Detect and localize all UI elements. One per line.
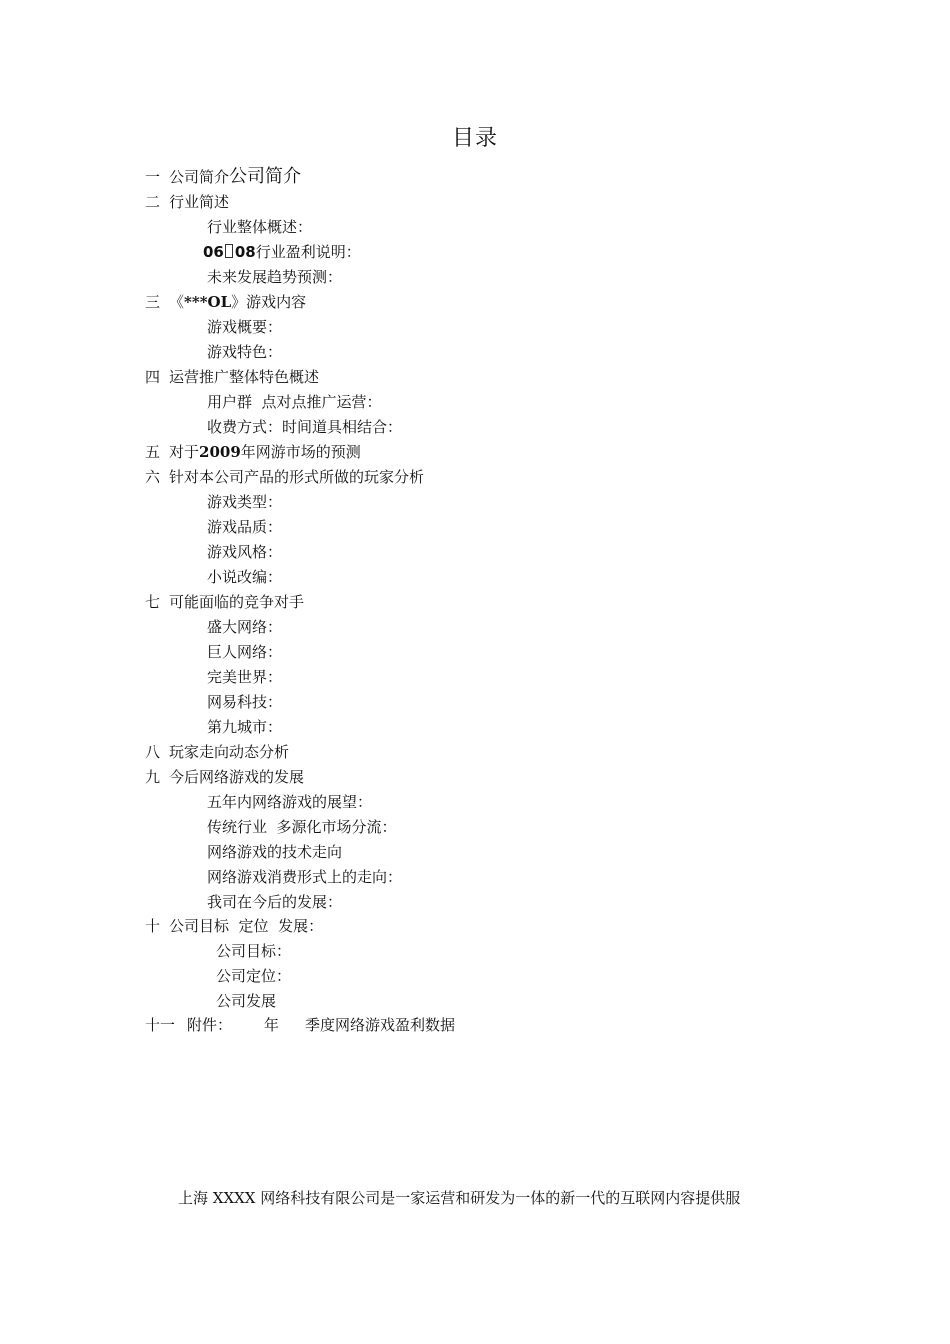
toc-item[interactable]: 游戏特色： (207, 343, 283, 361)
label-prefix: 对于 (169, 443, 200, 461)
section-label: 玩家走向动态分析 (169, 743, 290, 761)
toc-section-1[interactable] (145, 165, 301, 189)
label-suffix: 年网游市场的预测 (240, 443, 361, 461)
section-label-large: 公司简介 (229, 166, 302, 187)
section-label: 今后网络游戏的发展 (169, 768, 305, 786)
toc-section-7[interactable] (145, 590, 304, 614)
section-label: 附件： (187, 1016, 233, 1034)
toc-item[interactable]: 用户群 点对点推广运营： (207, 393, 382, 411)
item-label: 行业盈利说明： (255, 243, 361, 261)
code-label-a: 06 (203, 243, 224, 261)
toc-item[interactable]: 盛大网络： (207, 618, 283, 636)
toc-item[interactable]: 传统行业 多源化市场分流： (207, 818, 397, 836)
section-label: 公司目标 定位 发展： (169, 917, 324, 935)
missing-glyph (225, 244, 233, 258)
code-label-b: 08 (234, 243, 256, 261)
toc-item[interactable]: 游戏类型： (207, 493, 283, 511)
toc-item[interactable]: 第九城市： (207, 718, 283, 736)
toc-section-8[interactable] (145, 740, 289, 764)
toc-section-5[interactable] (145, 440, 361, 464)
toc-item[interactable]: 游戏品质： (207, 518, 283, 536)
toc-section-6[interactable] (145, 465, 424, 489)
label-prefix: 《 (169, 293, 185, 311)
section-number: 四 (145, 368, 161, 386)
toc-item[interactable]: 网络游戏消费形式上的走向： (207, 868, 403, 886)
toc-section-4[interactable] (145, 365, 319, 389)
toc-section-11[interactable] (145, 1013, 455, 1037)
section-number: 一 (145, 168, 161, 186)
section-label: 运营推广整体特色概述 (169, 368, 320, 386)
toc-item[interactable]: 巨人网络： (207, 643, 283, 661)
year-word: 年 (264, 1016, 280, 1034)
toc-item[interactable]: 游戏概要： (207, 318, 283, 336)
toc-title: 目录 (451, 126, 498, 151)
section-number: 三 (145, 293, 161, 311)
section-label: 可能面临的竞争对手 (169, 593, 305, 611)
toc-item[interactable]: 未来发展趋势预测： (207, 268, 343, 286)
game-name: ***OL (184, 293, 232, 311)
toc-item[interactable] (203, 240, 361, 264)
section-number: 九 (145, 768, 161, 786)
toc-item[interactable]: 网络游戏的技术走向 (207, 843, 343, 861)
year: 2009 (199, 443, 241, 461)
section-number: 八 (145, 743, 161, 761)
toc-section-2[interactable] (145, 190, 229, 214)
section-label: 针对本公司产品的形式所做的玩家分析 (169, 468, 425, 486)
toc-item[interactable]: 公司定位： (216, 967, 292, 985)
toc-item[interactable]: 我司在今后的发展： (207, 893, 343, 911)
toc-item[interactable]: 行业整体概述： (207, 218, 313, 236)
label-suffix: 季度网络游戏盈利数据 (305, 1016, 456, 1034)
toc-item[interactable]: 网易科技： (207, 693, 283, 711)
section-label: 公司简介 (169, 168, 230, 186)
body-paragraph-start: 上海 XXXX 网络科技有限公司是一家运营和研发为一体的新一代的互联网内容提供服 (178, 1189, 741, 1207)
toc-section-10[interactable] (145, 914, 323, 938)
section-number: 五 (145, 443, 161, 461)
toc-section-3[interactable] (145, 290, 306, 314)
toc-item[interactable]: 小说改编： (207, 568, 283, 586)
section-number: 二 (145, 193, 161, 211)
toc-item[interactable]: 完美世界： (207, 668, 283, 686)
toc-item[interactable]: 游戏风格： (207, 543, 283, 561)
toc-item[interactable]: 公司发展 (216, 992, 277, 1010)
section-label: 行业简述 (169, 193, 230, 211)
label-suffix: 》游戏内容 (231, 293, 307, 311)
section-number: 十一 (145, 1016, 176, 1034)
toc-item[interactable]: 公司目标： (216, 942, 292, 960)
section-number: 六 (145, 468, 161, 486)
section-number: 十 (145, 917, 161, 935)
section-number: 七 (145, 593, 161, 611)
toc-item[interactable]: 五年内网络游戏的展望： (207, 793, 373, 811)
toc-section-9[interactable] (145, 765, 304, 789)
toc-item[interactable]: 收费方式：时间道具相结合： (207, 418, 403, 436)
